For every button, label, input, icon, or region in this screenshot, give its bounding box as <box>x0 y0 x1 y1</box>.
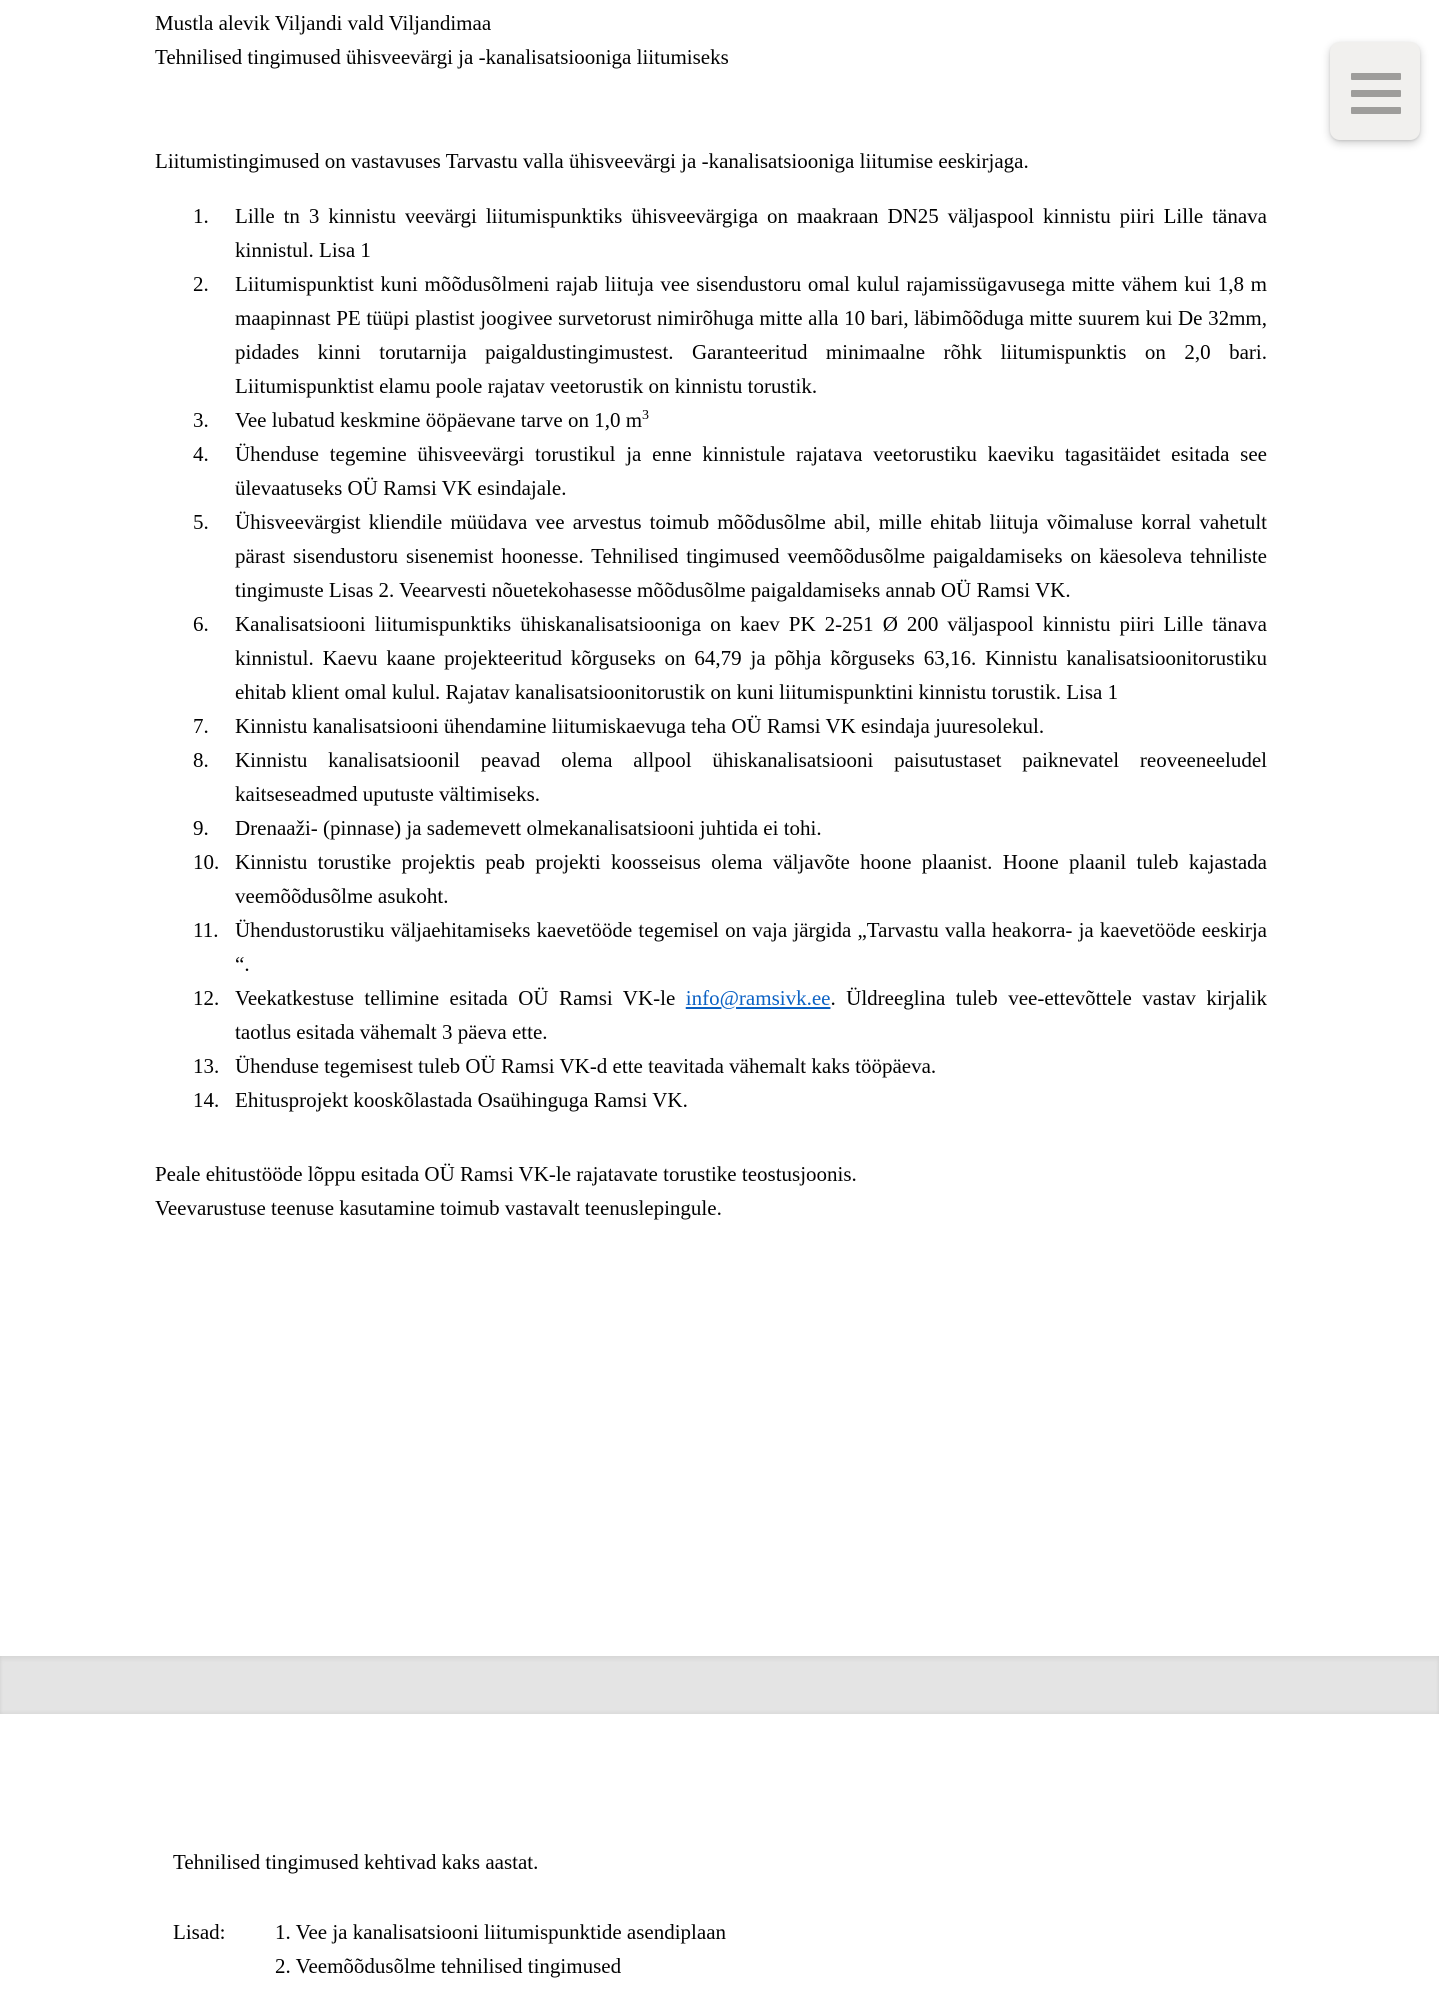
item-text: . Üldreeglina tuleb vee-ettevõttele vastav kirjalik taotlus esitada vähemalt 3 päeva ette. <box>235 986 1267 1044</box>
item-number: 6. <box>193 612 209 636</box>
item-number: 8. <box>193 748 209 772</box>
list-item <box>155 1049 1267 1083</box>
intro-paragraph: Liitumistingimused on vastavuses Tarvastu valla ühisveevärgi ja -kanalisatsiooniga liitumise eeskirjaga. <box>155 149 1029 173</box>
item-text: Ühenduse tegemisest tuleb OÜ Ramsi VK-d ette teavitada vähemalt kaks tööpäeva. <box>235 1054 937 1078</box>
item-number: 9. <box>193 816 209 840</box>
item-number: 10. <box>193 850 220 874</box>
item-number: 3. <box>193 408 209 432</box>
item-text: Ühenduse tegemine ühisveevärgi torustikul ja enne kinnistule rajatava veetorustiku kaeviku tagasitäidet esitada see ülevaatuseks OÜ Ramsi VK esindajale. <box>235 442 1267 500</box>
page-2 <box>173 1845 1273 1983</box>
item-number: 7. <box>193 714 209 738</box>
list-item <box>155 811 1267 845</box>
closing-paragraph <box>155 1157 1230 1225</box>
document-header <box>155 6 1267 74</box>
header-location-line: Mustla alevik Viljandi vald Viljandimaa <box>155 11 492 35</box>
item-number: 12. <box>193 986 220 1010</box>
item-text: Ühisveevärgist kliendile müüdava vee arvestus toimub mõõdusõlme abil, mille ehitab liituja võimaluse korral vahetult pärast sisendustoru sisenemist hoonesse. Tehnilised tingimused veemõõdusõlme paigaldamiseks on käesoleva tehniliste tingimuste Lisas 2. Veearvesti nõuetekohasesse mõõdusõlme paigaldamiseks annab OÜ Ramsi VK. <box>235 510 1267 602</box>
list-item <box>155 709 1267 743</box>
attachment-item: 2. Veemõõdusõlme tehnilised tingimused <box>275 1954 622 1978</box>
item-text: Veekatkestuse tellimine esitada OÜ Ramsi VK-le <box>235 986 686 1010</box>
item-text: Liitumispunktist kuni mõõdusõlmeni rajab liituja vee sisendustoru omal kulul rajamissügavusega mitte vähem kui 1,8 m maapinnast PE tüüpi plastist joogivee survetorust nimirõhuga mitte alla 10 bari, läbimõõduga mitte suurem kui De 32mm, pidades kinni torutarnija paigaldustingimustest. Garanteeritud minimaalne rõhk liitumispunktis on 2,0 bari. Liitumispunktist elamu poole rajatav veetorustik on kinnistu torustik. <box>235 272 1267 398</box>
item-text: Drenaaži- (pinnase) ja sademevett olmekanalisatsiooni juhtida ei tohi. <box>235 816 822 840</box>
list-item <box>155 437 1267 505</box>
item-number: 4. <box>193 442 209 466</box>
list-item <box>155 913 1267 981</box>
list-item <box>155 403 1267 437</box>
closing-line: Peale ehitustööde lõppu esitada OÜ Ramsi VK-le rajatavate torustike teostusjoonis. <box>155 1162 857 1186</box>
list-item <box>155 267 1267 403</box>
item-text: Lille tn 3 kinnistu veevärgi liitumispunktiks ühisveevärgiga on maakraan DN25 väljaspool kinnistu piiri Lille tänava kinnistul. Lisa 1 <box>235 204 1267 262</box>
validity-note: Tehnilised tingimused kehtivad kaks aastat. <box>173 1850 539 1874</box>
hamburger-menu-icon <box>1351 73 1401 113</box>
item-number: 11. <box>193 918 219 942</box>
attachments-label: Lisad: <box>173 1920 226 1944</box>
list-item <box>155 607 1267 709</box>
attachments-list <box>275 1915 726 1983</box>
list-item <box>155 981 1267 1049</box>
cubic-meter-superscript: 3 <box>642 408 650 423</box>
item-number: 14. <box>193 1088 220 1112</box>
item-number: 13. <box>193 1054 220 1078</box>
list-item <box>155 199 1267 267</box>
email-link[interactable]: info@ramsivk.ee <box>685 986 831 1010</box>
item-text: Kanalisatsiooni liitumispunktiks ühiskanalisatsiooniga on kaev PK 2-251 Ø 200 väljaspool kinnistu piiri Lille tänava kinnistul. Kaevu kaane projekteeritud kõrguseks on 64,79 ja põhja kõrguseks 63,16. Kinnistu kanalisatsioonitorustiku ehitab klient omal kulul. Rajatav kanalisatsioonitorustik on kuni liitumispunktini kinnistu torustik. Lisa 1 <box>235 612 1267 704</box>
item-text: Vee lubatud keskmine ööpäevane tarve on 1,0 m <box>235 408 643 432</box>
list-item <box>155 845 1267 913</box>
item-text: Kinnistu kanalisatsioonil peavad olema allpool ühiskanalisatsiooni paisutustaset paiknevatel reoveeneeludel kaitseseadmed uputuste vältimiseks. <box>235 748 1267 806</box>
attachment-item: 1. Vee ja kanalisatsiooni liitumispunktide asendiplaan <box>275 1920 727 1944</box>
list-item <box>155 1083 1267 1117</box>
item-number: 2. <box>193 272 209 296</box>
item-number: 5. <box>193 510 209 534</box>
item-text: Ehitusprojekt kooskõlastada Osaühinguga Ramsi VK. <box>235 1088 688 1112</box>
item-text: Kinnistu kanalisatsiooni ühendamine liitumiskaevuga teha OÜ Ramsi VK esindaja juuresolekul. <box>235 714 1045 738</box>
item-text: Ühendustorustiku väljaehitamiseks kaevetööde tegemisel on vaja järgida „Tarvastu valla heakorra- ja kaevetööde eeskirja “. <box>235 918 1267 976</box>
list-item <box>155 743 1267 811</box>
item-number: 1. <box>193 204 209 228</box>
list-item <box>155 505 1267 607</box>
closing-line: Veevarustuse teenuse kasutamine toimub vastavalt teenuslepingule. <box>155 1196 722 1220</box>
attachments-section <box>173 1915 1273 1983</box>
conditions-list <box>155 199 1267 1117</box>
page-gap-divider <box>0 1656 1439 1714</box>
item-text: Kinnistu torustike projektis peab projekti koosseisus olema väljavõte hoone plaanist. Hoone plaanil tuleb kajastada veemõõdusõlme asukoht. <box>235 850 1267 908</box>
document-title: Tehnilised tingimused ühisveevärgi ja -kanalisatsiooniga liitumiseks <box>155 45 729 69</box>
page-1 <box>155 6 1267 1225</box>
menu-button[interactable] <box>1330 42 1420 140</box>
